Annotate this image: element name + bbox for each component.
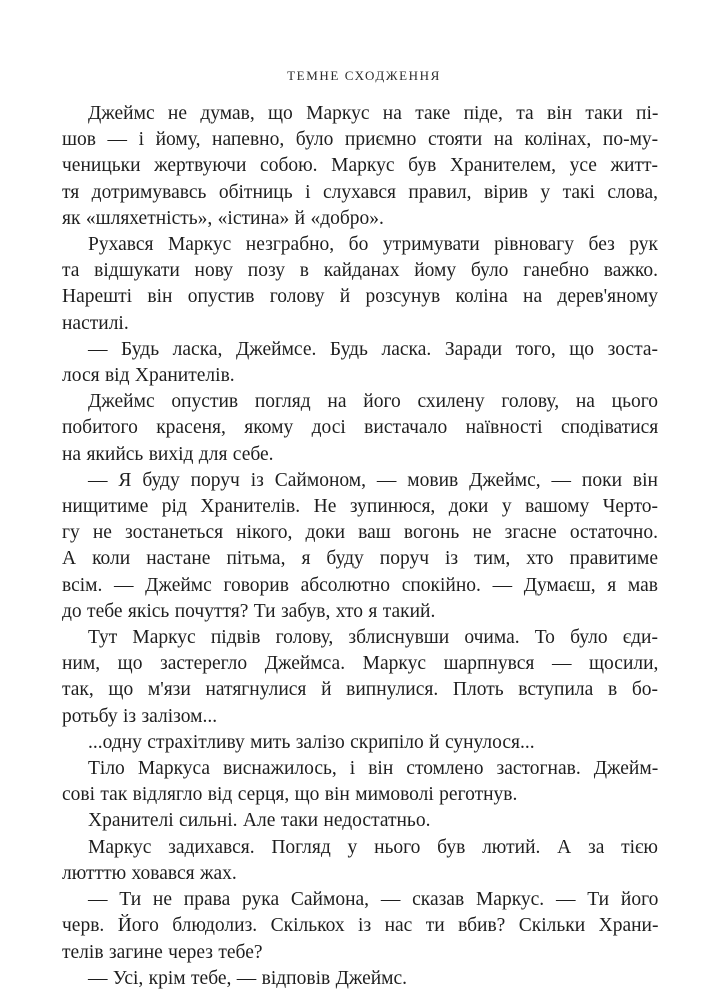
text-line: ...одну страхітливу мить залізо скрипіло й сунулося...: [88, 731, 535, 753]
text-line: як «шляхетність», «істина» й «добро».: [62, 207, 384, 229]
text-line: черв. Його блюдолиз. Скількох із нас ти вбив? Скільки Храни-: [62, 915, 659, 937]
text-line: Джеймс опустив погляд на його схилену голову, на цього: [88, 391, 658, 413]
paragraph: [62, 808, 658, 834]
text-line: — Я буду поруч із Саймоном, — мовив Джеймс, — поки він: [88, 469, 658, 491]
text-line: — Усі, крім тебе, — відповів Джеймс.: [88, 967, 408, 989]
text-line: лютттю ховався жах.: [62, 862, 237, 884]
text-line: — Ти не права рука Саймона, — сказав Маркус. — Ти його: [88, 889, 659, 911]
text-line: ротьбу із залізом...: [62, 705, 218, 727]
text-line: до тебе якісь почуття? Ти забув, хто я такий.: [62, 600, 436, 622]
paragraph: [62, 389, 658, 468]
text-line: лося від Хранителів.: [62, 365, 235, 387]
body-text: [62, 101, 658, 992]
text-line: — Будь ласка, Джеймсе. Будь ласка. Заради того, що зоста-: [88, 338, 658, 360]
text-line: Нарешті він опустив голову й розсунув коліна на дерев'яному: [62, 286, 658, 308]
text-line: Рухався Маркус незграбно, бо утримувати рівновагу без рук: [88, 234, 658, 256]
paragraph: [62, 730, 658, 756]
paragraph: [62, 835, 658, 887]
paragraph: [62, 756, 658, 808]
text-line: нищитиме рід Хранителів. Не зупинюся, доки у вашому Черто-: [62, 496, 659, 518]
text-line: Маркус задихався. Погляд у нього був лютий. А за тією: [88, 836, 658, 858]
text-line: ченицьки жертвуючи собою. Маркус був Хранителем, усе житт-: [62, 155, 658, 177]
paragraph: [62, 232, 658, 337]
running-head: ТЕМНЕ СХОДЖЕННЯ: [287, 68, 441, 83]
text-line: ним, що застерегло Джеймса. Маркус шарпнувся — щосили,: [62, 653, 659, 675]
text-line: Джеймс не думав, що Маркус на таке піде, та він таки пі-: [88, 103, 659, 124]
text-line: гу не зостанеться нікого, доки ваш вогонь не згасне остаточно.: [62, 522, 658, 544]
paragraph: [62, 625, 658, 730]
text-line: Тут Маркус підвів голову, зблиснувши очима. То було єди-: [88, 627, 658, 649]
text-line: настилі.: [62, 312, 129, 334]
text-line: та відшукати нову позу в кайданах йому було ганебно важко.: [62, 260, 658, 282]
paragraph: [62, 966, 658, 992]
text-line: шов — і йому, напевно, було приємно стояти на колінах, по-му-: [62, 129, 659, 151]
paragraph: [62, 468, 658, 625]
text-line: Хранителі сильні. Але таки недостатньо.: [88, 810, 431, 832]
text-line: всім. — Джеймс говорив абсолютно спокійно. — Думаєш, я мав: [62, 574, 658, 596]
text-line: побитого красеня, якому досі вистачало наївності сподіватися: [62, 417, 659, 439]
text-line: Тіло Маркуса виснажилось, і він стомлено застогнав. Джейм-: [88, 758, 659, 780]
text-line: так, що м'язи натягнулися й випнулися. Плоть вступила в бо-: [62, 679, 658, 701]
paragraph: [62, 887, 658, 966]
text-line: тя дотримувавсь обітниць і слухався правил, вірив у такі слова,: [62, 181, 658, 203]
text-line: А коли настане пітьма, я буду поруч із тим, хто правитиме: [62, 548, 658, 570]
paragraph: [62, 337, 658, 389]
paragraph: [62, 101, 658, 232]
text-line: сові так відлягло від серця, що він мимоволі реготнув.: [62, 784, 518, 806]
text-line: телів загине через тебе?: [62, 941, 263, 963]
text-line: на якийсь вихід для себе.: [62, 443, 274, 465]
